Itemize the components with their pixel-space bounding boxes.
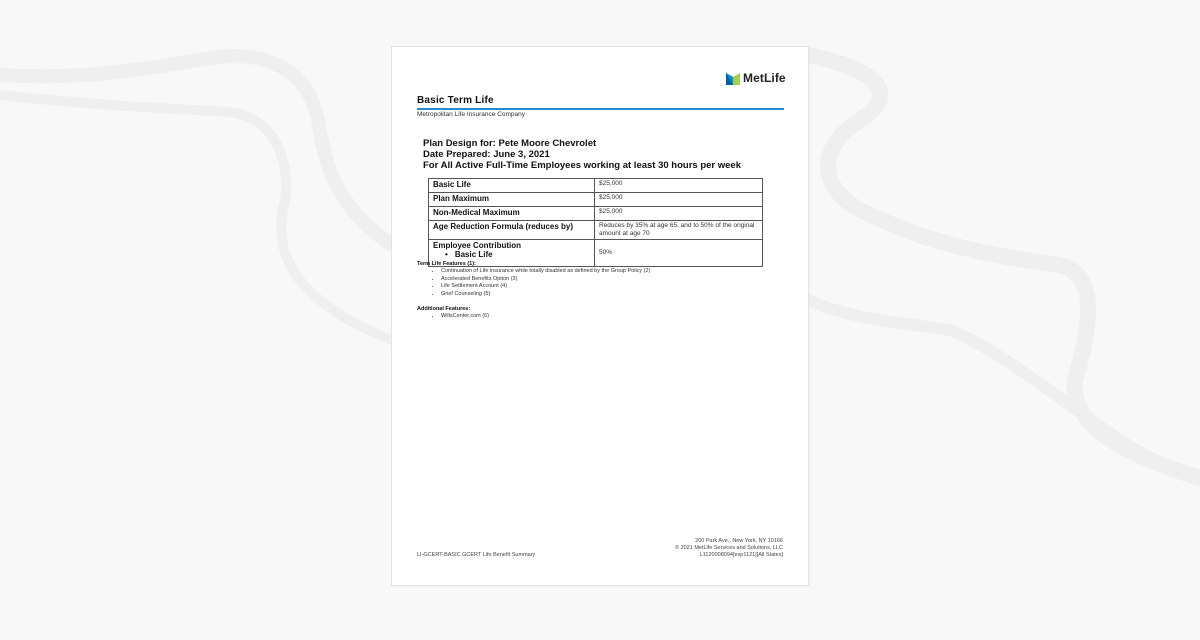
metlife-logo-icon	[726, 71, 740, 85]
list-item: • WillsCenter.com (6)	[441, 313, 489, 321]
table-row	[429, 193, 763, 207]
list-item: • Life Settlement Account (4)	[441, 283, 650, 291]
section-title: Additional Features:	[417, 306, 471, 312]
footer-line: 200 Park Ave., New York, NY 10166	[695, 538, 783, 544]
list-item: • Continuation of Life insurance while totally disabled as defined by the Group Policy (2)	[441, 268, 650, 276]
row-label: Basic Life	[429, 179, 595, 193]
footer-form-id: LI-GCERT-BASIC GCERT Life Benefit Summary	[417, 552, 536, 558]
footer-line: L1120008094[exp1121][All States]	[699, 552, 783, 558]
row-label: Non-Medical Maximum	[429, 207, 595, 221]
row-value: $25,000	[595, 207, 763, 221]
additional-features	[417, 306, 489, 321]
row-value: 50%	[595, 240, 763, 267]
document-page	[392, 47, 808, 585]
table-row	[429, 221, 763, 240]
section-title: Term Life Features (1):	[417, 261, 476, 267]
term-life-features	[417, 261, 650, 298]
row-label: Plan Maximum	[429, 193, 595, 207]
plan-heading	[423, 138, 741, 171]
date-prepared: Date Prepared: June 3, 2021	[423, 149, 550, 160]
footer-address	[675, 538, 783, 559]
eligibility: For All Active Full-Time Employees working at least 30 hours per week	[423, 160, 741, 171]
table-row	[429, 179, 763, 193]
list-item: • Grief Counseling (5)	[441, 291, 650, 299]
company-name: Metropolitan Life Insurance Company	[417, 111, 526, 118]
row-value: Reduces by 35% at age 65, and to 50% of the original amount at age 70	[595, 221, 763, 240]
plan-design-for: Plan Design for: Pete Moore Chevrolet	[423, 138, 597, 149]
row-label-text: Employee Contribution	[433, 241, 521, 250]
title-rule	[417, 108, 784, 110]
row-value: $25,000	[595, 193, 763, 207]
row-label: Age Reduction Formula (reduces by)	[429, 221, 595, 240]
feature-list	[417, 313, 489, 321]
benefits-table	[428, 178, 763, 267]
metlife-logo	[726, 70, 786, 86]
table-row	[429, 207, 763, 221]
list-item: • Accelerated Benefits Option (3)	[441, 276, 650, 284]
logo-text: MetLife	[743, 71, 786, 85]
row-sub-label: • Basic Life	[433, 250, 590, 259]
feature-list	[417, 268, 650, 298]
row-value: $25,000	[595, 179, 763, 193]
document-title: Basic Term Life	[417, 95, 494, 106]
footer-line: © 2021 MetLife Services and Solutions, LLC	[674, 545, 783, 551]
